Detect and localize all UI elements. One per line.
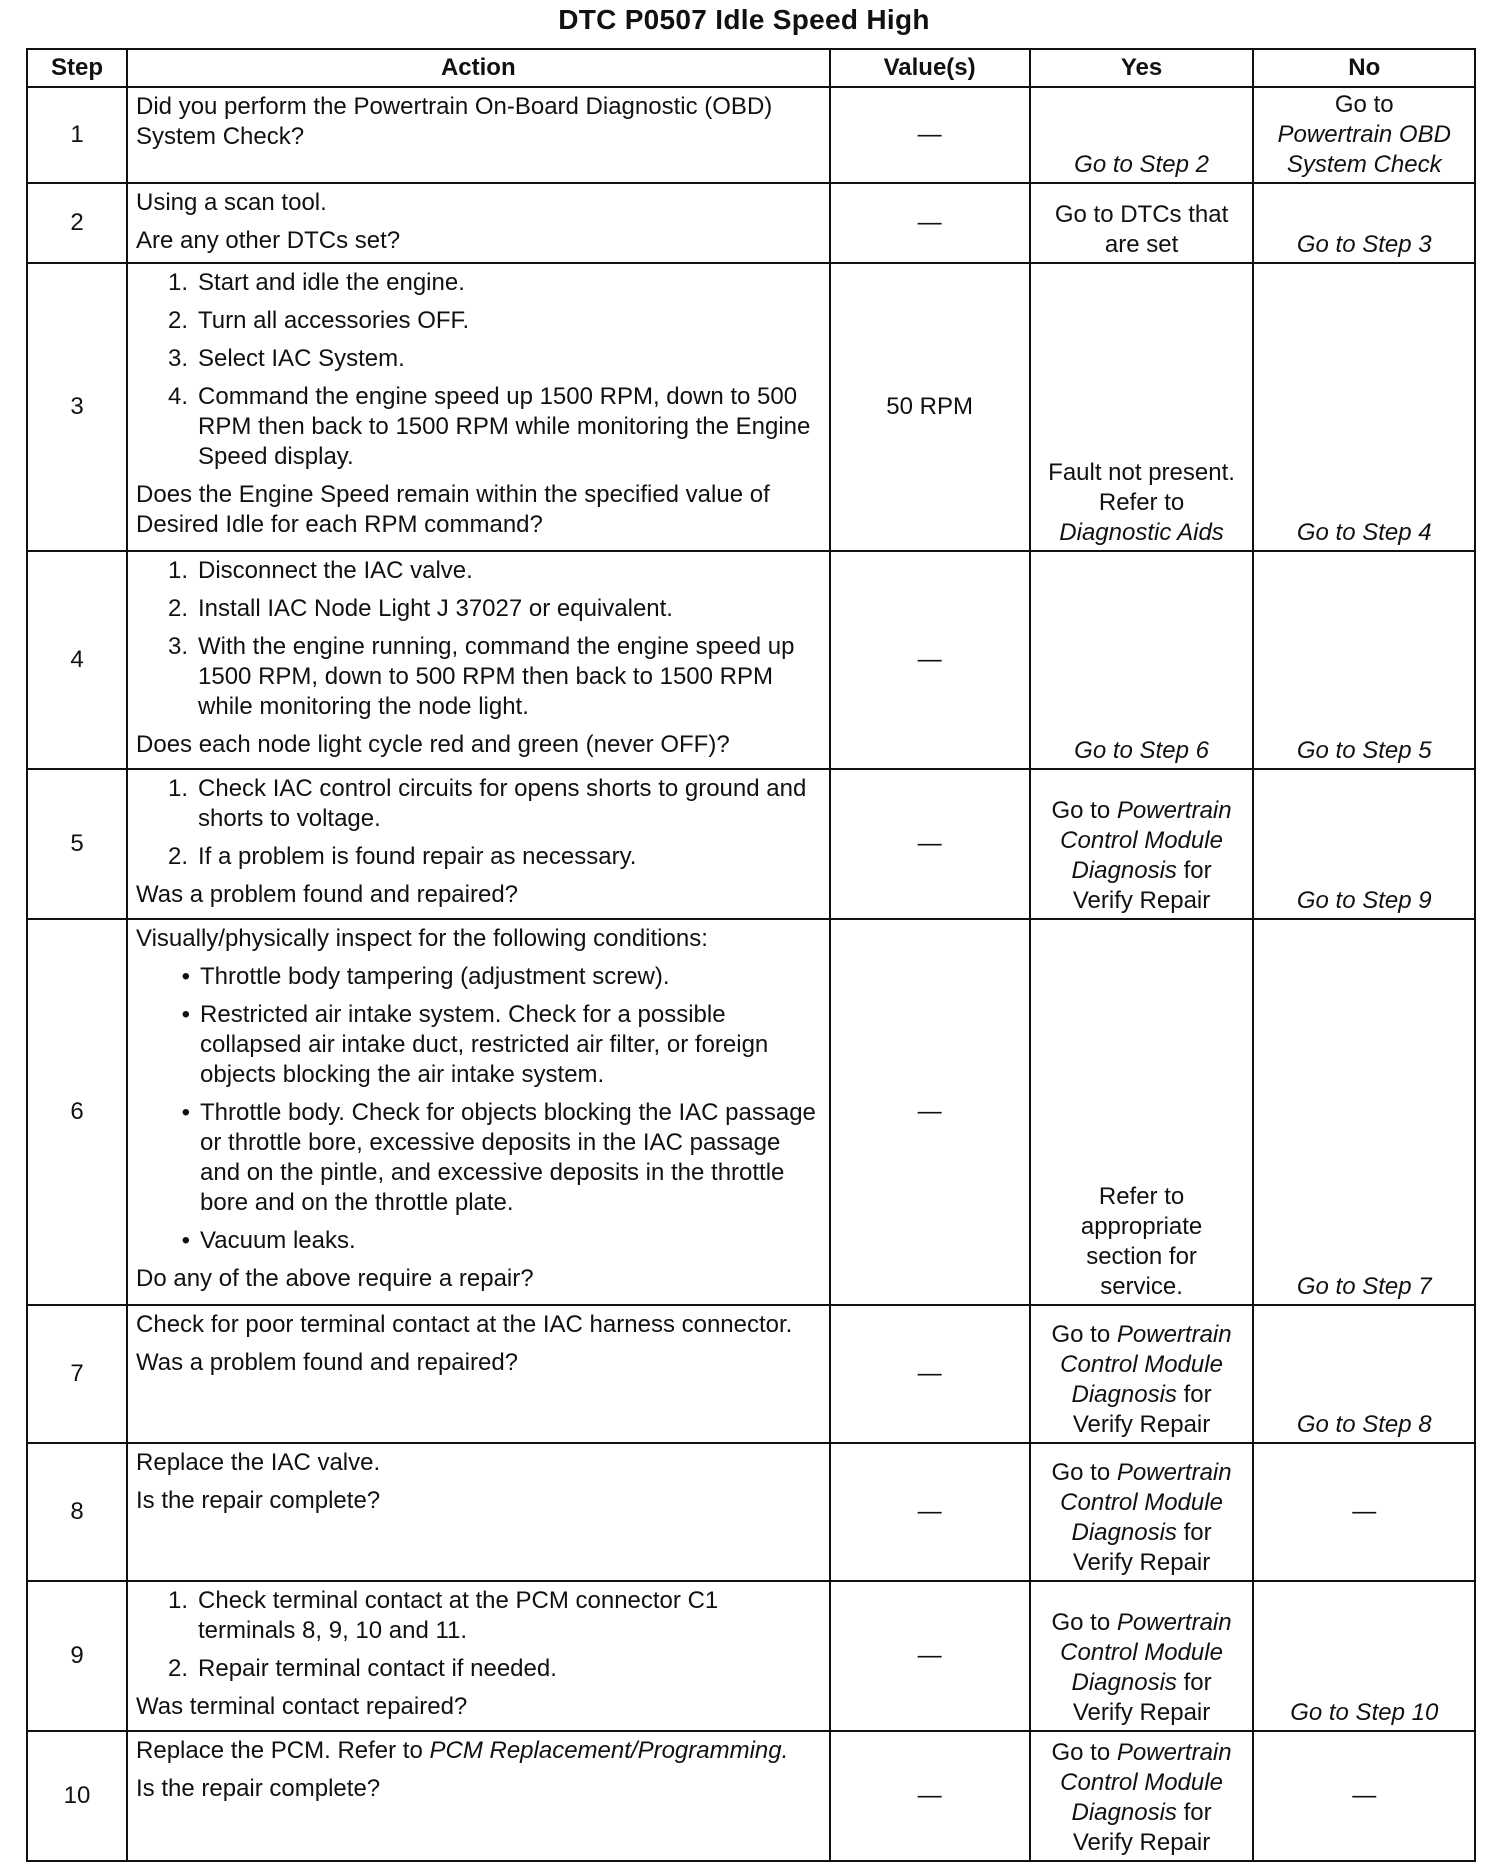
item-number: 3. [168, 633, 189, 660]
no-text: — [1352, 1782, 1377, 1809]
value-cell: — [830, 87, 1030, 183]
table-row [27, 263, 1475, 551]
yes-text: appropriate [1080, 1213, 1203, 1240]
bullet-marker: • [181, 963, 191, 990]
item-text: Throttle body tampering (adjustment screw). [200, 963, 670, 990]
no-text: Go to Step 3 [1296, 231, 1432, 258]
yes-cell [1030, 1305, 1254, 1443]
action-cell [127, 1581, 830, 1731]
yes-text: Powertrain [1116, 1459, 1232, 1486]
header-no: No [1253, 49, 1475, 87]
yes-line [1039, 1272, 1245, 1302]
no-text: Go to Step 7 [1296, 1273, 1432, 1300]
no-cell [1253, 769, 1475, 919]
no-line [1262, 1698, 1466, 1728]
action-cell [127, 263, 830, 551]
yes-text: for [1183, 1669, 1212, 1696]
action-text-part: Replace the PCM. Refer to [136, 1737, 430, 1764]
yes-text: Go to [1051, 1459, 1111, 1486]
value-cell: — [830, 1305, 1030, 1443]
action-text: Is the repair complete? [136, 1487, 381, 1514]
table-row [27, 1443, 1475, 1581]
yes-text: Powertrain [1116, 1609, 1232, 1636]
numbered-item [136, 306, 821, 336]
yes-text: for [1183, 1519, 1212, 1546]
yes-text: Diagnosis [1071, 1381, 1177, 1408]
no-line [1262, 1410, 1466, 1440]
item-number: 2. [168, 595, 189, 622]
yes-text: for [1183, 1381, 1212, 1408]
numbered-item [136, 632, 821, 722]
table-row [27, 87, 1475, 183]
action-text: Was a problem found and repaired? [136, 881, 519, 908]
yes-text: Verify Repair [1072, 1699, 1211, 1726]
yes-line [1039, 1242, 1245, 1272]
yes-text: Go to [1051, 797, 1111, 824]
yes-text: Go to DTCs that are set [1054, 201, 1229, 258]
yes-line [1039, 886, 1245, 916]
table-row [27, 1581, 1475, 1731]
yes-cell [1030, 87, 1254, 183]
item-text: Check IAC control circuits for opens shorts to ground and shorts to voltage. [198, 775, 807, 832]
step-number: 7 [27, 1305, 127, 1443]
yes-line [1039, 200, 1245, 260]
value-cell: — [830, 1443, 1030, 1581]
yes-line [1039, 1798, 1245, 1828]
item-number: 1. [168, 269, 189, 296]
numbered-item [136, 594, 821, 624]
item-text: Start and idle the engine. [198, 269, 465, 296]
yes-text: for [1183, 1799, 1212, 1826]
item-number: 2. [168, 307, 189, 334]
numbered-item [136, 842, 821, 872]
action-text: Visually/physically inspect for the following conditions: [136, 925, 708, 952]
yes-text: Diagnostic Aids [1059, 519, 1224, 546]
no-text: Go to Step 4 [1296, 519, 1432, 546]
item-text: Install IAC Node Light J 37027 or equivalent. [198, 595, 673, 622]
item-text: Repair terminal contact if needed. [198, 1655, 557, 1682]
no-line [1262, 1781, 1466, 1811]
yes-text: Powertrain [1116, 797, 1232, 824]
yes-text: Refer to [1098, 489, 1185, 516]
yes-text: Diagnosis [1071, 1669, 1177, 1696]
bullet-marker: • [181, 1227, 191, 1254]
table-row [27, 183, 1475, 263]
table-row [27, 1731, 1475, 1861]
no-text: — [1352, 1498, 1377, 1525]
action-cell [127, 1731, 830, 1861]
bullet-item [136, 1098, 821, 1218]
no-cell [1253, 87, 1475, 183]
value-cell: 50 RPM [830, 263, 1030, 551]
yes-line [1039, 488, 1245, 518]
yes-text: Powertrain [1116, 1739, 1232, 1766]
no-line [1262, 1272, 1466, 1302]
step-number: 6 [27, 919, 127, 1305]
action-text: Is the repair complete? [136, 1775, 381, 1802]
header-action: Action [127, 49, 830, 87]
step-number: 10 [27, 1731, 127, 1861]
table-row [27, 551, 1475, 769]
yes-cell [1030, 1443, 1254, 1581]
action-cell [127, 551, 830, 769]
yes-text: Go to [1051, 1321, 1111, 1348]
yes-text: Go to [1051, 1609, 1111, 1636]
yes-line [1039, 1768, 1245, 1798]
yes-text: Verify Repair [1072, 1411, 1211, 1438]
no-text: Go to Step 9 [1296, 887, 1432, 914]
item-text: Vacuum leaks. [200, 1227, 356, 1254]
yes-text: Control Module [1060, 1351, 1223, 1378]
numbered-item [136, 344, 821, 374]
numbered-item [136, 556, 821, 586]
yes-text: Control Module [1060, 1769, 1223, 1796]
action-text: Are any other DTCs set? [136, 227, 401, 254]
yes-line [1039, 1350, 1245, 1380]
bullet-marker: • [181, 1001, 191, 1028]
yes-line [1039, 1320, 1245, 1350]
no-cell [1253, 183, 1475, 263]
yes-text: Verify Repair [1072, 1549, 1211, 1576]
item-text: Command the engine speed up 1500 RPM, down to 500 RPM then back to 1500 RPM while monitoring the Engine Speed display. [198, 383, 811, 470]
bullet-item [136, 1000, 821, 1090]
value-cell: — [830, 1731, 1030, 1861]
action-cell [127, 769, 830, 919]
no-line [1262, 90, 1466, 120]
yes-line [1039, 518, 1245, 548]
yes-cell [1030, 1581, 1254, 1731]
yes-text: Diagnosis [1071, 1799, 1177, 1826]
item-number: 4. [168, 383, 189, 410]
value-cell: — [830, 551, 1030, 769]
action-text [136, 1736, 821, 1766]
value-cell: — [830, 769, 1030, 919]
yes-text: Go to [1051, 1739, 1111, 1766]
action-text: Was terminal contact repaired? [136, 1693, 468, 1720]
yes-line [1039, 1698, 1245, 1728]
no-cell [1253, 1581, 1475, 1731]
yes-line [1039, 856, 1245, 886]
yes-text: Diagnosis [1071, 857, 1177, 884]
yes-line [1039, 1638, 1245, 1668]
action-cell [127, 183, 830, 263]
item-text: Throttle body. Check for objects blocking the IAC passage or throttle bore, excessive deposits in the IAC passage and on the pintle, and excessive deposits in the throttle bore and on the throttle plate. [200, 1099, 816, 1216]
no-line [1262, 736, 1466, 766]
item-number: 1. [168, 557, 189, 584]
yes-text: Refer to [1098, 1183, 1185, 1210]
yes-line [1039, 150, 1245, 180]
item-number: 2. [168, 1655, 189, 1682]
yes-text: Go to Step 2 [1074, 151, 1209, 178]
no-cell [1253, 551, 1475, 769]
action-cell [127, 919, 830, 1305]
yes-cell [1030, 919, 1254, 1305]
yes-line [1039, 1828, 1245, 1858]
step-number: 8 [27, 1443, 127, 1581]
yes-line [1039, 1380, 1245, 1410]
no-cell [1253, 1305, 1475, 1443]
yes-text: section for [1086, 1243, 1197, 1270]
item-text: Restricted air intake system. Check for a possible collapsed air intake duct, restricted air filter, or foreign objects blocking the air intake system. [200, 1001, 769, 1088]
page-title: DTC P0507 Idle Speed High [558, 4, 930, 35]
action-text: Using a scan tool. [136, 189, 327, 216]
yes-text: Diagnosis [1071, 1519, 1177, 1546]
bullet-marker: • [181, 1099, 191, 1126]
header-step: Step [27, 49, 127, 87]
no-text: Go to [1334, 91, 1394, 118]
action-text-part: PCM Replacement/Programming. [429, 1737, 789, 1764]
item-text: Check terminal contact at the PCM connector C1 terminals 8, 9, 10 and 11. [198, 1587, 719, 1644]
table-row [27, 769, 1475, 919]
step-number: 9 [27, 1581, 127, 1731]
no-cell [1253, 1443, 1475, 1581]
value-cell: — [830, 1581, 1030, 1731]
no-cell [1253, 919, 1475, 1305]
yes-line [1039, 1182, 1245, 1212]
action-text: Was a problem found and repaired? [136, 1349, 519, 1376]
item-text: If a problem is found repair as necessary. [198, 843, 637, 870]
yes-cell [1030, 551, 1254, 769]
item-text: Select IAC System. [198, 345, 405, 372]
yes-line [1039, 826, 1245, 856]
no-text: Go to Step 10 [1290, 1699, 1439, 1726]
yes-line [1039, 1668, 1245, 1698]
yes-line [1039, 1608, 1245, 1638]
yes-cell [1030, 263, 1254, 551]
diagnostic-table [26, 48, 1476, 1862]
yes-line [1039, 736, 1245, 766]
table-row [27, 1305, 1475, 1443]
step-number: 2 [27, 183, 127, 263]
yes-text: Go to Step 6 [1074, 737, 1209, 764]
yes-line [1039, 1212, 1245, 1242]
action-text: Do any of the above require a repair? [136, 1265, 534, 1292]
yes-line [1039, 1518, 1245, 1548]
item-number: 3. [168, 345, 189, 372]
yes-text: Control Module [1060, 1489, 1223, 1516]
table-row [27, 919, 1475, 1305]
numbered-item [136, 1654, 821, 1684]
table-header-row [27, 49, 1475, 87]
bullet-item [136, 962, 821, 992]
no-line [1262, 1497, 1466, 1527]
value-cell: — [830, 919, 1030, 1305]
yes-line [1039, 796, 1245, 826]
yes-cell [1030, 769, 1254, 919]
yes-line [1039, 458, 1245, 488]
no-cell [1253, 263, 1475, 551]
table-body [27, 87, 1475, 1861]
yes-line [1039, 1458, 1245, 1488]
yes-text: Fault not present. [1048, 459, 1235, 486]
yes-cell [1030, 1731, 1254, 1861]
yes-line [1039, 1738, 1245, 1768]
item-number: 1. [168, 1587, 189, 1614]
action-cell [127, 87, 830, 183]
item-text: Disconnect the IAC valve. [198, 557, 473, 584]
no-text: Go to Step 8 [1296, 1411, 1432, 1438]
yes-text: Verify Repair [1072, 887, 1211, 914]
yes-cell [1030, 183, 1254, 263]
item-text: Turn all accessories OFF. [198, 307, 470, 334]
bullet-item [136, 1226, 821, 1256]
action-text: Replace the IAC valve. [136, 1449, 381, 1476]
step-number: 3 [27, 263, 127, 551]
step-number: 1 [27, 87, 127, 183]
no-line [1262, 230, 1466, 260]
numbered-item [136, 1586, 821, 1646]
no-line [1262, 886, 1466, 916]
step-number: 4 [27, 551, 127, 769]
yes-text: service. [1100, 1273, 1183, 1300]
header-values: Value(s) [830, 49, 1030, 87]
action-cell [127, 1443, 830, 1581]
yes-line [1039, 1548, 1245, 1578]
header-yes: Yes [1030, 49, 1254, 87]
step-number: 5 [27, 769, 127, 919]
yes-text: Verify Repair [1072, 1829, 1211, 1856]
yes-line [1039, 1488, 1245, 1518]
yes-text: Control Module [1060, 1639, 1223, 1666]
action-text: Does the Engine Speed remain within the specified value of Desired Idle for each RPM command? [136, 481, 770, 538]
item-number: 2. [168, 843, 189, 870]
no-cell [1253, 1731, 1475, 1861]
no-line [1262, 120, 1466, 180]
value-cell: — [830, 183, 1030, 263]
action-text: Check for poor terminal contact at the IAC harness connector. [136, 1311, 793, 1338]
numbered-item [136, 382, 821, 472]
no-line [1262, 518, 1466, 548]
action-text: Does each node light cycle red and green (never OFF)? [136, 731, 730, 758]
yes-text: for [1183, 857, 1212, 884]
action-text: Did you perform the Powertrain On-Board Diagnostic (OBD) System Check? [136, 93, 773, 150]
yes-text: Powertrain [1116, 1321, 1232, 1348]
yes-text: Control Module [1060, 827, 1223, 854]
numbered-item [136, 268, 821, 298]
item-number: 1. [168, 775, 189, 802]
numbered-item [136, 774, 821, 834]
item-text: With the engine running, command the engine speed up 1500 RPM, down to 500 RPM then back to 1500 RPM while monitoring the node light. [198, 633, 795, 720]
yes-line [1039, 1410, 1245, 1440]
action-cell [127, 1305, 830, 1443]
no-text: Go to Step 5 [1296, 737, 1432, 764]
no-text: Powertrain OBD System Check [1277, 121, 1451, 178]
